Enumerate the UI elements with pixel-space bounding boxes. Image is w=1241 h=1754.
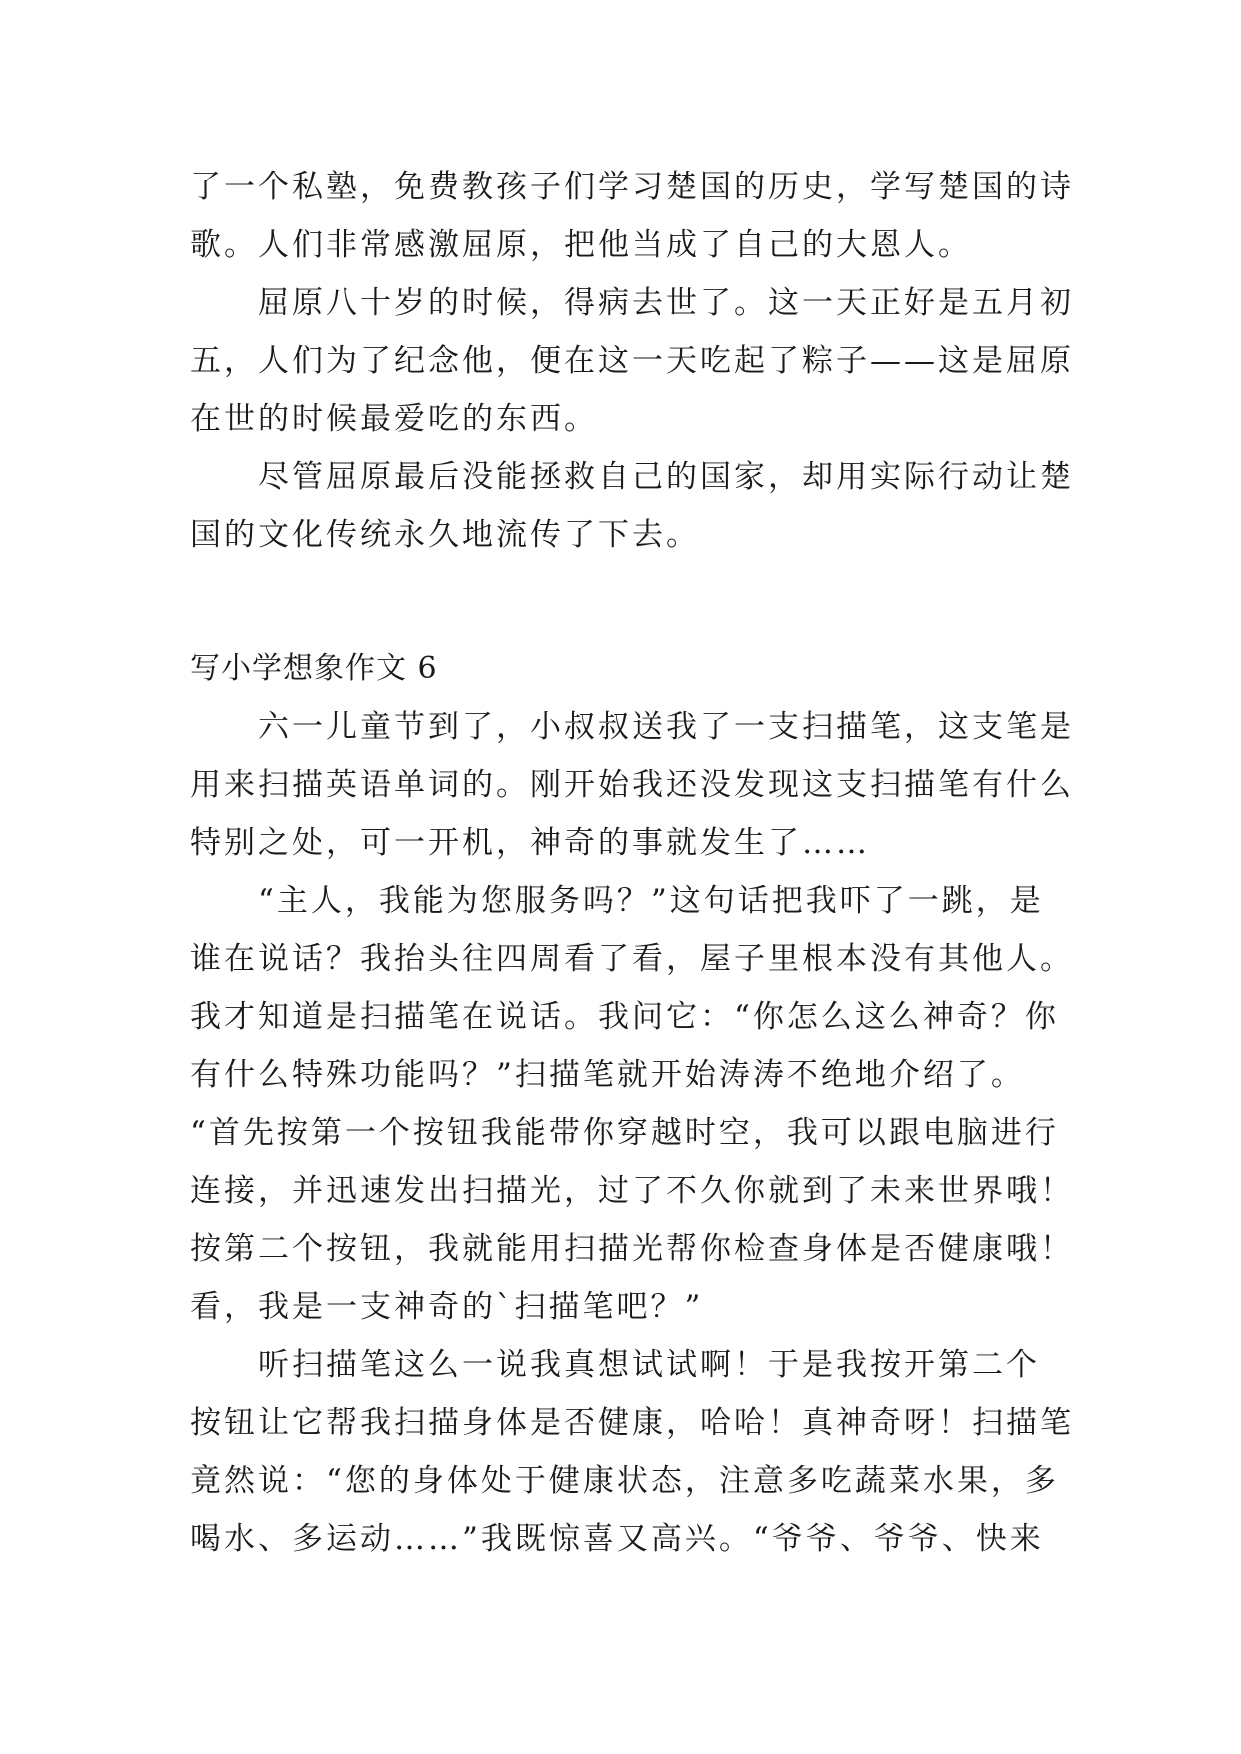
text-line: 国的文化传统永久地流传了下去。 [190,517,700,553]
text-line: 按第二个按钮，我就能用扫描光帮你检查身体是否健康哦！ [190,1231,1074,1267]
section-gap [190,564,1050,640]
text-line: 按钮让它帮我扫描身体是否健康，哈哈！真神奇呀！扫描笔 [190,1405,1074,1441]
text-line: 连接，并迅速发出扫描光，过了不久你就到了未来世界哦！ [190,1173,1074,1209]
text-line: 谁在说话？我抬头往四周看了看，屋子里根本没有其他人。 [190,941,1074,977]
section-heading: 写小学想象作文 6 [190,651,438,686]
text-line: 歌。人们非常感激屈原，把他当成了自己的大恩人。 [190,227,972,263]
paragraph-start-line: 屈原八十岁的时候，得病去世了。这一天正好是五月初 [258,285,1074,321]
text-line: 我才知道是扫描笔在说话。我问它：“你怎么这么神奇？你 [190,999,1059,1035]
text-line: 五，人们为了纪念他，便在这一天吃起了粽子——这是屈原 [190,343,1074,379]
text-line: 看，我是一支神奇的`扫描笔吧？” [190,1289,704,1325]
document-body [190,158,1074,1568]
text-line: 喝水、多运动……”我既惊喜又高兴。“爷爷、爷爷、快来 [190,1521,1044,1557]
text-line: 有什么特殊功能吗？”扫描笔就开始涛涛不绝地介绍了。 [190,1057,1025,1093]
paragraph-start-line: 六一儿童节到了，小叔叔送我了一支扫描笔，这支笔是 [258,709,1074,745]
text-line: 竟然说：“您的身体处于健康状态，注意多吃蔬菜水果，多 [190,1463,1059,1499]
text-line: 特别之处，可一开机，神奇的事就发生了…… [190,825,870,861]
text-line: “首先按第一个按钮我能带你穿越时空，我可以跟电脑进行 [190,1115,1059,1151]
paragraph-start-line: “主人，我能为您服务吗？”这句话把我吓了一跳，是 [258,883,1044,919]
paragraph-start-line: 尽管屈原最后没能拯救自己的国家，却用实际行动让楚 [258,459,1074,495]
text-line: 了一个私塾，免费教孩子们学习楚国的历史，学写楚国的诗 [190,169,1074,205]
text-line: 在世的时候最爱吃的东西。 [190,401,598,437]
text-line: 用来扫描英语单词的。刚开始我还没发现这支扫描笔有什么 [190,767,1074,803]
paragraph-start-line: 听扫描笔这么一说我真想试试啊！于是我按开第二个 [258,1347,1040,1383]
